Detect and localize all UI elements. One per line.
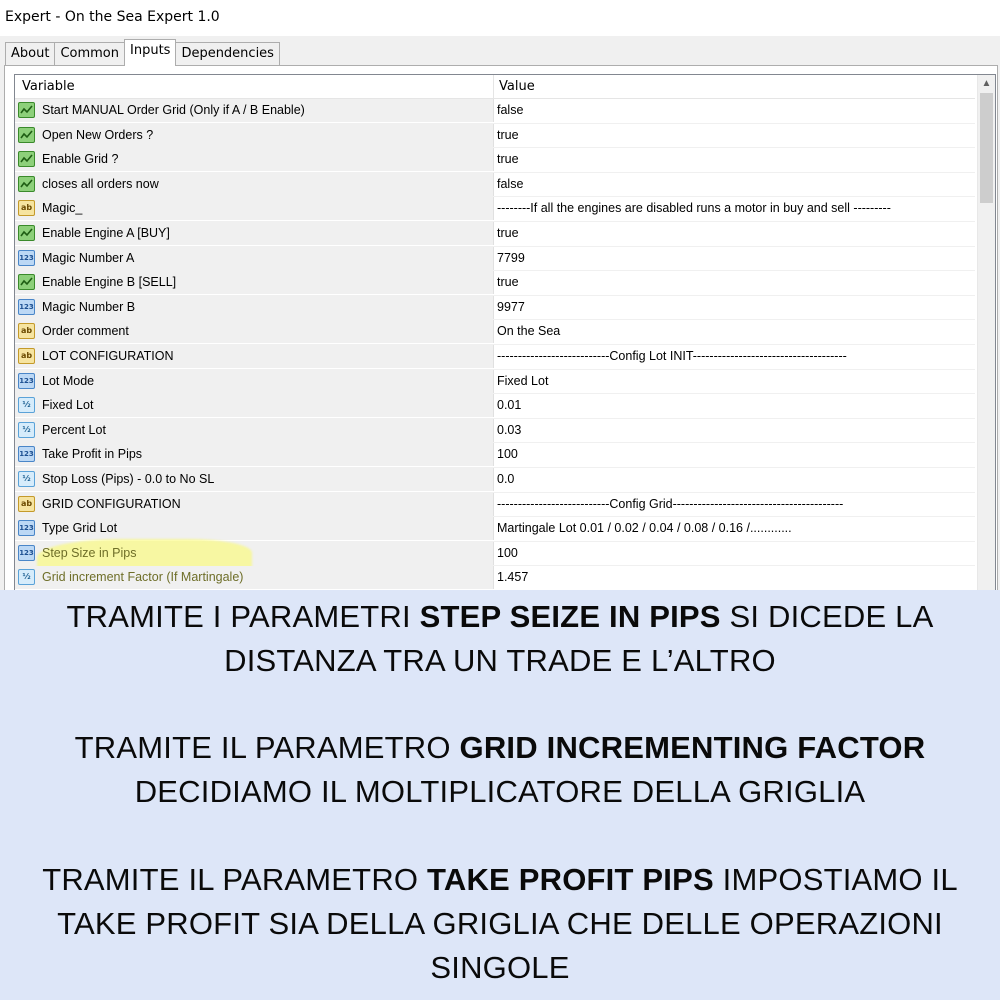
bool-icon	[18, 225, 35, 241]
variable-value[interactable]: 7799	[497, 250, 525, 265]
variable-cell	[15, 517, 494, 540]
vertical-scrollbar[interactable]	[977, 75, 995, 590]
scroll-up-arrow-icon[interactable]: ▲	[981, 78, 992, 89]
table-row[interactable]	[15, 320, 975, 345]
variable-name: Magic_	[42, 201, 83, 216]
123-icon: 123	[18, 250, 35, 266]
caption-3-lead: TRAMITE IL PARAMETRO	[42, 862, 428, 897]
variable-value[interactable]: 1.457	[497, 570, 529, 585]
table-row[interactable]	[15, 296, 975, 321]
v2-icon: ½	[18, 471, 35, 487]
caption-grid-factor	[20, 726, 980, 814]
variable-cell	[15, 148, 494, 171]
123-icon: 123	[18, 299, 35, 315]
variable-name: Magic Number B	[42, 299, 136, 314]
variable-name: Stop Loss (Pips) - 0.0 to No SL	[42, 471, 215, 486]
variable-cell	[15, 247, 494, 270]
variable-name: Take Profit in Pips	[42, 447, 143, 462]
variable-value[interactable]: true	[497, 127, 519, 142]
variable-cell	[15, 394, 494, 417]
variable-cell	[15, 443, 494, 466]
variable-cell	[15, 197, 494, 220]
variable-name: closes all orders now	[42, 176, 159, 191]
grid-header	[15, 75, 975, 99]
ab-icon: ab	[18, 323, 35, 339]
v2-icon: ½	[18, 397, 35, 413]
bool-icon	[18, 176, 35, 192]
table-row[interactable]	[15, 443, 975, 468]
window-title: Expert - On the Sea Expert 1.0	[5, 9, 220, 25]
bool-icon	[18, 274, 35, 290]
v2-icon: ½	[18, 422, 35, 438]
header-variable[interactable]: Variable	[22, 79, 75, 94]
variable-cell	[15, 493, 494, 516]
123-icon: 123	[18, 520, 35, 536]
table-row[interactable]	[15, 173, 975, 198]
tab-dependencies[interactable]: Dependencies	[175, 42, 280, 66]
caption-1-lead: TRAMITE I PARAMETRI	[66, 599, 420, 634]
variable-value[interactable]: true	[497, 275, 519, 290]
variable-name: GRID CONFIGURATION	[42, 496, 181, 511]
variable-value[interactable]: true	[497, 152, 519, 167]
variable-value[interactable]: Fixed Lot	[497, 373, 549, 388]
variable-value[interactable]: On the Sea	[497, 324, 561, 339]
table-row[interactable]	[15, 419, 975, 444]
variable-value[interactable]: 0.01	[497, 398, 522, 413]
variable-value[interactable]: true	[497, 225, 519, 240]
variable-value[interactable]: 0.0	[497, 471, 515, 486]
inputs-panel	[4, 65, 998, 590]
variable-name: Open New Orders ?	[42, 127, 154, 142]
bool-icon	[18, 127, 35, 143]
variable-cell	[15, 468, 494, 491]
caption-3-keyword: TAKE PROFIT PIPS	[427, 862, 714, 897]
variable-cell	[15, 222, 494, 245]
ab-icon: ab	[18, 496, 35, 512]
variable-cell	[15, 370, 494, 393]
caption-3-tail: IMPOSTIAMO IL TAKE PROFIT SIA DELLA GRIGLIA CHE DELLE OPERAZIONI SINGOLE	[57, 862, 958, 985]
table-row[interactable]	[15, 370, 975, 395]
table-row[interactable]	[15, 566, 975, 590]
caption-2-keyword: GRID INCREMENTING FACTOR	[459, 730, 926, 765]
grid-rows	[15, 99, 975, 590]
header-divider[interactable]	[493, 75, 494, 98]
variable-value[interactable]: false	[497, 176, 524, 191]
variable-cell	[15, 296, 494, 319]
variable-cell	[15, 345, 494, 368]
ab-icon: ab	[18, 200, 35, 216]
caption-take-profit	[20, 858, 980, 990]
123-icon: 123	[18, 373, 35, 389]
variable-name: LOT CONFIGURATION	[42, 348, 174, 363]
tab-about[interactable]: About	[5, 42, 55, 66]
variable-name: Fixed Lot	[42, 398, 94, 413]
bool-icon	[18, 102, 35, 118]
title-bar	[0, 0, 1000, 36]
caption-1-keyword: STEP SEIZE IN PIPS	[419, 599, 721, 634]
variable-value[interactable]: ---------------------------Config Grid-----------------------------------------	[497, 496, 844, 511]
variable-value[interactable]: 9977	[497, 299, 525, 314]
table-row[interactable]	[15, 222, 975, 247]
123-icon: 123	[18, 545, 35, 561]
table-row[interactable]	[15, 271, 975, 296]
caption-2-lead: TRAMITE IL PARAMETRO	[74, 730, 460, 765]
table-row[interactable]	[15, 124, 975, 149]
variable-name: Type Grid Lot	[42, 521, 118, 536]
table-row[interactable]	[15, 394, 975, 419]
variable-cell	[15, 124, 494, 147]
variable-name: Enable Grid ?	[42, 152, 119, 167]
table-row[interactable]	[15, 247, 975, 272]
variable-name: Lot Mode	[42, 373, 95, 388]
table-row[interactable]	[15, 148, 975, 173]
inputs-grid	[14, 74, 996, 590]
bool-icon	[18, 151, 35, 167]
variable-cell	[15, 542, 494, 565]
table-row[interactable]	[15, 542, 975, 567]
variable-value[interactable]: --------If all the engines are disabled runs a motor in buy and sell ---------	[497, 201, 891, 216]
123-icon: 123	[18, 446, 35, 462]
caption-1-tail: SI DICEDE LA DISTANZA TRA UN TRADE E L’ALTRO	[224, 599, 934, 678]
caption-step-size	[20, 595, 980, 683]
scroll-thumb[interactable]	[980, 93, 993, 203]
tab-inputs[interactable]: Inputs	[124, 39, 176, 66]
table-row[interactable]	[15, 517, 975, 542]
variable-cell	[15, 566, 494, 589]
variable-cell	[15, 271, 494, 294]
table-row[interactable]	[15, 468, 975, 493]
variable-value[interactable]: 100	[497, 545, 518, 560]
table-row[interactable]	[15, 99, 975, 124]
variable-value[interactable]: 0.03	[497, 422, 522, 437]
variable-name: Enable Engine A [BUY]	[42, 225, 170, 240]
variable-value[interactable]: false	[497, 103, 524, 117]
variable-cell	[15, 419, 494, 442]
tab-bar	[5, 42, 279, 66]
variable-name: Magic Number A	[42, 250, 135, 265]
variable-name: Percent Lot	[42, 422, 106, 437]
variable-cell	[15, 99, 494, 122]
variable-name: Start MANUAL Order Grid (Only if A / B Enable)	[42, 103, 305, 117]
variable-value[interactable]: Martingale Lot 0.01 / 0.02 / 0.04 / 0.08 / 0.16 /............	[497, 521, 792, 536]
table-row[interactable]	[15, 493, 975, 518]
variable-name: Enable Engine B [SELL]	[42, 275, 177, 290]
ab-icon: ab	[18, 348, 35, 364]
variable-value[interactable]: 100	[497, 447, 518, 462]
table-row[interactable]	[15, 197, 975, 222]
v2-icon: ½	[18, 569, 35, 585]
variable-name: Grid increment Factor (If Martingale)	[42, 570, 244, 585]
variable-cell	[15, 173, 494, 196]
variable-name: Order comment	[42, 324, 129, 339]
variable-value[interactable]: ---------------------------Config Lot INIT-------------------------------------	[497, 348, 847, 363]
table-row[interactable]	[15, 345, 975, 370]
caption-2-tail: DECIDIAMO IL MOLTIPLICATORE DELLA GRIGLIA	[134, 774, 866, 809]
variable-name: Step Size in Pips	[42, 545, 137, 560]
header-value[interactable]: Value	[499, 79, 535, 94]
variable-cell	[15, 320, 494, 343]
tab-common[interactable]: Common	[54, 42, 125, 66]
caption-panel	[0, 590, 1000, 1000]
